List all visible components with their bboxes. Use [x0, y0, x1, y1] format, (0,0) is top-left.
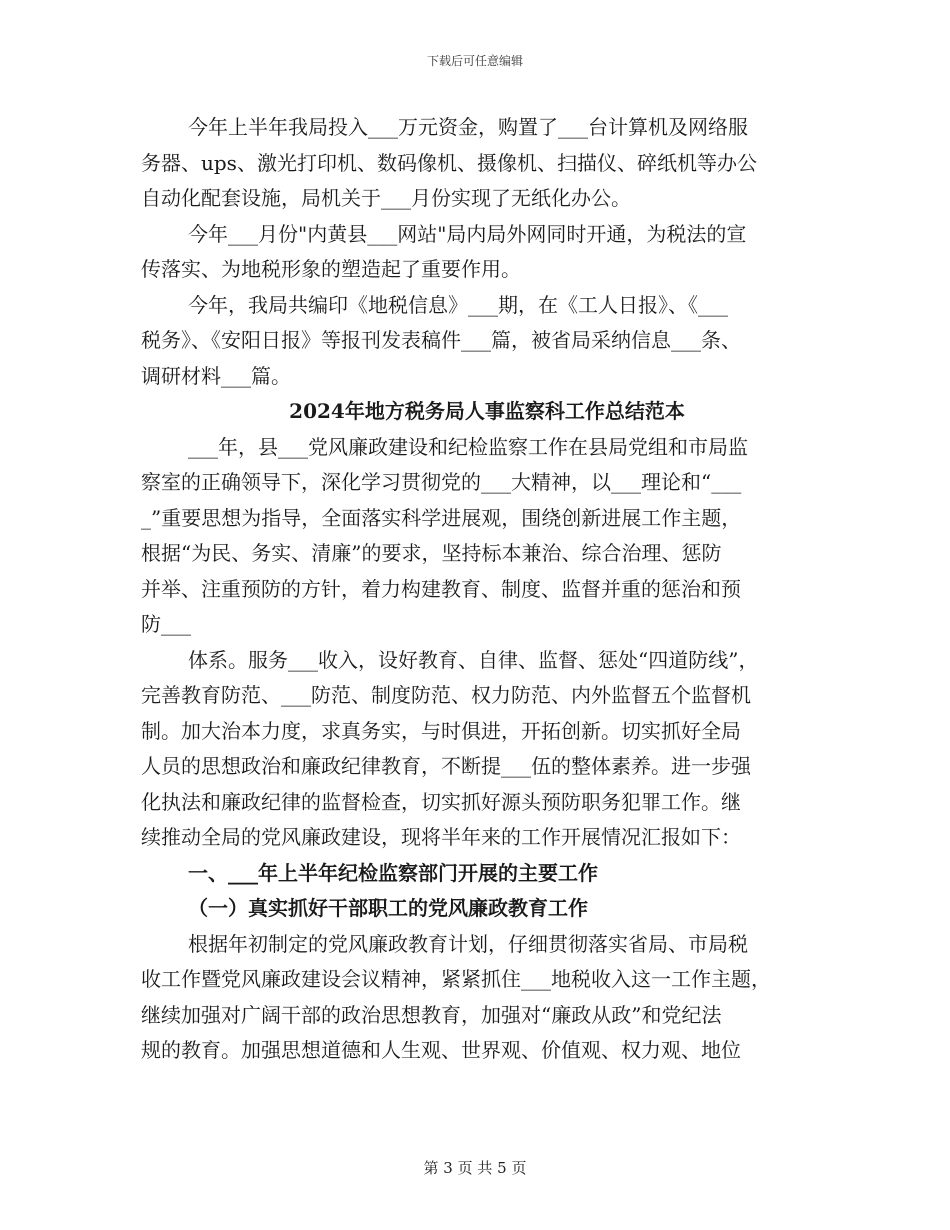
paragraph-line: 税务》、《安阳日报》等报刊发表稿件___篇，被省局采纳信息___条、	[141, 328, 741, 352]
paragraph-line: 防___	[141, 612, 191, 636]
paragraph-line: 制。加大治本力度，求真务实，与时俱进，开拓创新。切实抓好全局	[141, 718, 741, 743]
document-body	[141, 110, 813, 1069]
paragraph-line: 继续加强对广阔干部的政治思想教育，加强对“廉政从政”和党纪法	[141, 1002, 722, 1027]
paragraph-line: 根据年初制定的党风廉政教育计划，仔细贯彻落实省局、市局税	[188, 931, 748, 956]
paragraph-line: 今年，我局共编印《地税信息》___期，在《工人日报》、《___	[188, 292, 728, 317]
paragraph-line: 传落实、为地税形象的塑造起了重要作用。	[141, 257, 521, 281]
paragraph-line: 收工作暨党风廉政建设会议精神，紧紧抓住___地税收入这一工作主题，	[141, 967, 771, 991]
page-header: 下载后可任意编辑	[426, 54, 523, 68]
paragraph-line: 体系。服务___收入，设好教育、自律、监督、惩处“四道防线”，	[188, 647, 759, 672]
paragraph-line: 续推动全局的党风廉政建设，现将半年来的工作开展情况汇报如下：	[141, 825, 741, 849]
paragraph-line: 今年___月份"内黄县___网站"局内局外网同时开通，为税法的宣	[188, 221, 747, 246]
paragraph-line: 人员的思想政治和廉政纪律教育，不断提___伍的整体素养。进一步强	[141, 754, 751, 778]
paragraph-line: 今年上半年我局投入___万元资金，购置了___台计算机及网络服	[188, 115, 748, 139]
document-title: 2024年地方税务局人事监察科工作总结范本	[289, 399, 685, 423]
paragraph-line: 并举、注重预防的方针，着力构建教育、制度、监督并重的惩治和预	[141, 576, 741, 601]
page-footer: 第 3 页 共 5 页	[423, 1159, 527, 1177]
paragraph-line: ___年，县___党风廉政建设和纪检监察工作在县局党组和市局监	[188, 434, 748, 459]
paragraph-line: 务器、ups、激光打印机、数码像机、摄像机、扫描仪、碎纸机等办公	[141, 150, 757, 175]
section-heading: 一、___年上半年纪检监察部门开展的主要工作	[188, 860, 598, 885]
paragraph-line: 完善教育防范、___防范、制度防范、权力防范、内外监督五个监督机	[141, 683, 751, 707]
paragraph-line: 根据“为民、务实、清廉”的要求，坚持标本兼治、综合治理、惩防	[141, 541, 722, 565]
paragraph-line: 自动化配套设施，局机关于___月份实现了无纸化办公。	[141, 186, 631, 210]
paragraph-line: 规的教育。加强思想道德和人生观、世界观、价值观、权力观、地位	[141, 1038, 741, 1062]
paragraph-line: 调研材料___篇。	[141, 363, 291, 388]
paragraph-line: _”重要思想为指导，全面落实科学进展观，围绕创新进展工作主题，	[141, 505, 742, 530]
paragraph-line: 化执法和廉政纪律的监督检查，切实抓好源头预防职务犯罪工作。继	[141, 789, 741, 814]
subsection-heading: （一）真实抓好干部职工的党风廉政教育工作	[188, 896, 588, 920]
paragraph-line: 察室的正确领导下，深化学习贯彻党的___大精神，以___理论和“___	[141, 470, 742, 494]
